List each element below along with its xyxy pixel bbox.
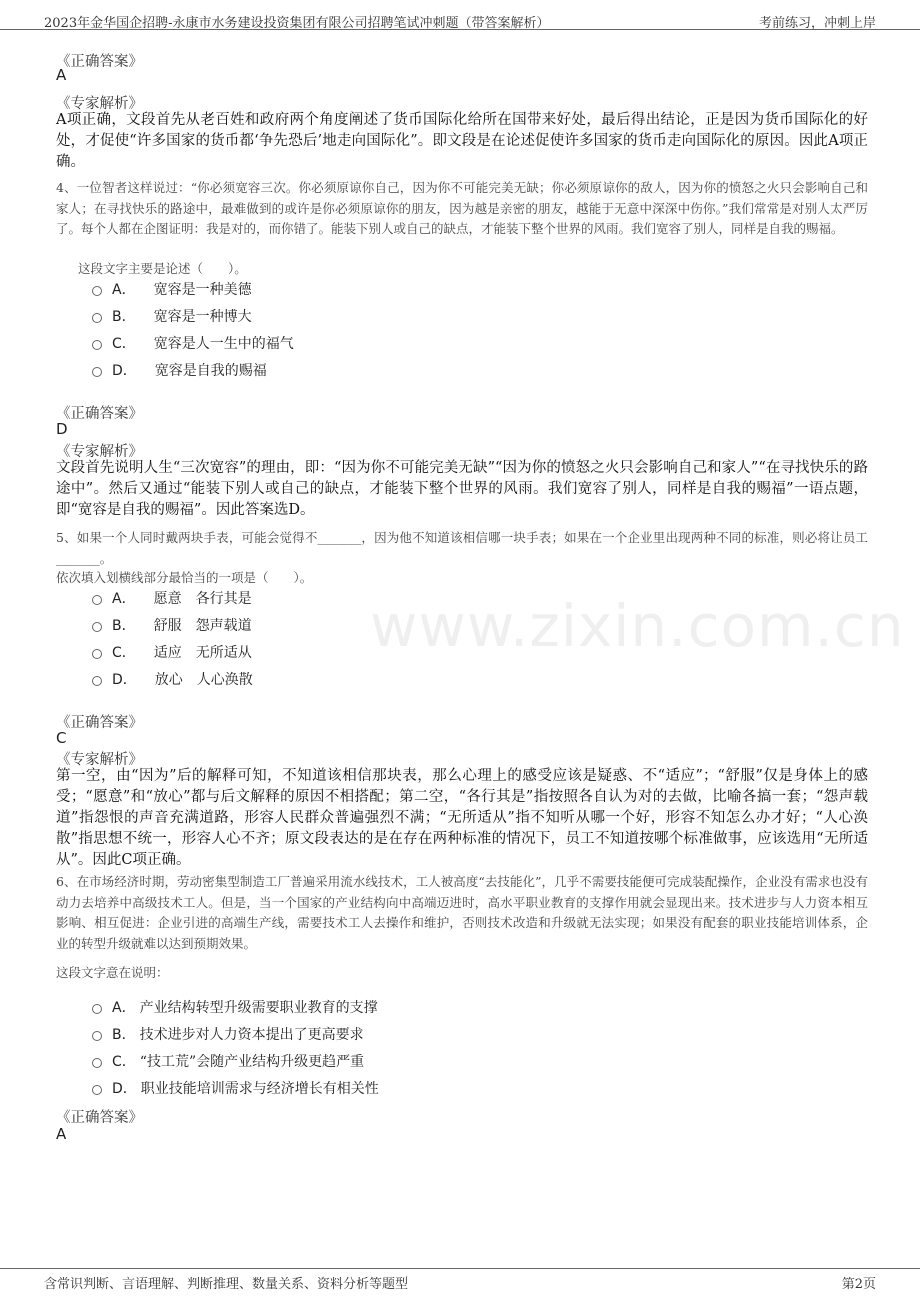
- correct-answer-label: 《正确答案》: [56, 406, 143, 422]
- page-footer: [0, 1268, 920, 1302]
- question-6-option-c[interactable]: C． “技工荒”会随产业结构升级更趋严重: [92, 1051, 364, 1071]
- correct-answer: A: [56, 66, 67, 84]
- question-5-text: 5、如果一个人同时戴两块手表，可能会觉得不_______，因为他不知道该相信哪一块手表；如果在一个企业里出现两种不同的标准，则必将让员工_______。: [56, 530, 868, 566]
- correct-answer-label: 《正确答案》: [56, 54, 143, 70]
- question-6-stem: 这段文字意在说明：: [56, 965, 169, 980]
- question-6-option-b[interactable]: B． 技术进步对人力资本提出了更高要求: [92, 1024, 364, 1044]
- expert-analysis-label: 《专家解析》: [56, 444, 143, 460]
- expert-analysis-text: 第一空，由“因为”后的解释可知，不知道该相信那块表，那么心理上的感受应该是疑惑、不“适应”；“舒服”仅是身体上的感受；“愿意”和“放心”都与后文解释的原因不相搭配；第二空，“各行其是”指按照各自认为对的去做，比喻各搞一套；“怨声载道”指怨恨的声音充满道路，形容人民群众普遍强烈不满；“无所适从”指不知听从哪一个好，形容不知怎么办才好；“人心涣散”指思想不统一，形容人心不齐；原文段表达的是在存在两种标准的情况下，员工不知道按哪个标准做事，应该选用“无所适从”。因此C项正确。: [56, 768, 868, 868]
- question-5-option-c[interactable]: C． 适应 无所适从: [92, 642, 252, 662]
- radio-icon[interactable]: [92, 649, 102, 659]
- correct-answer: C: [56, 729, 67, 747]
- radio-icon[interactable]: [92, 676, 102, 686]
- radio-icon[interactable]: [92, 1004, 102, 1014]
- question-4-option-b[interactable]: B． 宽容是一种博大: [92, 306, 252, 326]
- radio-icon[interactable]: [92, 313, 102, 323]
- watermark: www.zixin.com.cn: [370, 592, 905, 660]
- question-6-option-d[interactable]: D． 职业技能培训需求与经济增长有相关性: [92, 1078, 379, 1098]
- correct-answer: A: [56, 1125, 67, 1143]
- radio-icon[interactable]: [92, 595, 102, 605]
- radio-icon[interactable]: [92, 286, 102, 296]
- radio-icon[interactable]: [92, 1058, 102, 1068]
- question-4-option-a[interactable]: A． 宽容是一种美德: [92, 279, 252, 299]
- radio-icon[interactable]: [92, 1085, 102, 1095]
- expert-analysis-label: 《专家解析》: [56, 752, 143, 768]
- question-4-option-d[interactable]: D． 宽容是自我的赐福: [92, 360, 267, 380]
- correct-answer: D: [56, 420, 68, 438]
- question-4-option-c[interactable]: C． 宽容是人一生中的福气: [92, 333, 294, 353]
- question-6-option-a[interactable]: A． 产业结构转型升级需要职业教育的支撑: [92, 997, 378, 1017]
- question-4-stem: 这段文字主要是论述（ ）。: [78, 261, 247, 276]
- document-title: 2023年金华国企招聘-永康市水务建设投资集团有限公司招聘笔试冲刺题（带答案解析）: [44, 16, 550, 31]
- page-number: 第2页: [841, 1277, 876, 1292]
- question-5-option-d[interactable]: D． 放心 人心涣散: [92, 669, 253, 689]
- question-5-option-a[interactable]: A． 愿意 各行其是: [92, 588, 252, 608]
- radio-icon[interactable]: [92, 1031, 102, 1041]
- expert-analysis-text: A项正确，文段首先从老百姓和政府两个角度阐述了货币国际化给所在国带来好处，最后得出结论，正是因为货币国际化的好处，才促使“许多国家的货币都‘争先恐后’地走向国际化”。即文段是在论述促使许多国家的货币走向国际化的原因。因此A项正确。: [56, 112, 868, 170]
- expert-analysis-text: 文段首先说明人生“三次宽容”的理由，即：“因为你不可能完美无缺”“因为你的愤怒之火只会影响自己和家人”“在寻找快乐的路途中”。然后又通过“能装下别人或自己的缺点，才能装下整个世界的风雨。我们宽容了别人，同样是自我的赐福”一语点题，即“宽容是自我的赐福”。因此答案选D。: [56, 460, 868, 518]
- question-5-option-b[interactable]: B． 舒服 怨声载道: [92, 615, 252, 635]
- header-slogan: 考前练习，冲刺上岸: [758, 16, 876, 31]
- correct-answer-label: 《正确答案》: [56, 1110, 143, 1126]
- radio-icon[interactable]: [92, 340, 102, 350]
- question-4-text: 4、一位智者这样说过：“你必须宽容三次。你必须原谅你自己，因为你不可能完美无缺；你必须原谅你的敌人，因为你的愤怒之火只会影响自己和家人；在寻找快乐的路途中，最难做到的或许是你必须原谅你的朋友，因为越是亲密的朋友，越能于无意中深深中伤你。”我们常常是对别人太严厉了。每个人都在企图证明：我是对的，而你错了。能装下别人或自己的缺点，才能装下整个世界的风雨。我们宽容了别人，同样是自我的赐福。: [56, 180, 868, 236]
- expert-analysis-label: 《专家解析》: [56, 96, 143, 112]
- correct-answer-label: 《正确答案》: [56, 715, 143, 731]
- question-5-stem: 依次填入划横线部分最恰当的一项是（ ）。: [56, 570, 313, 585]
- question-6-text: 6、在市场经济时期，劳动密集型制造工厂普遍采用流水线技术，工人被高度“去技能化”，几乎不需要技能便可完成装配操作，企业没有需求也没有动力去培养中高级技术工人。但是，当一个国家的产业结构向中高端迈进时，高水平职业教育的支撑作用就会显现出来。技术进步与人力资本相互影响、相互促进：企业引进的高端生产线，需要技术工人去操作和维护，否则技术改造和升级就无法实现；如果没有配套的职业技能培训体系，企业的转型升级就难以达到预期效果。: [56, 874, 868, 951]
- radio-icon[interactable]: [92, 622, 102, 632]
- footer-description: 含常识判断、言语理解、判断推理、数量关系、资料分析等题型: [44, 1277, 409, 1292]
- radio-icon[interactable]: [92, 367, 102, 377]
